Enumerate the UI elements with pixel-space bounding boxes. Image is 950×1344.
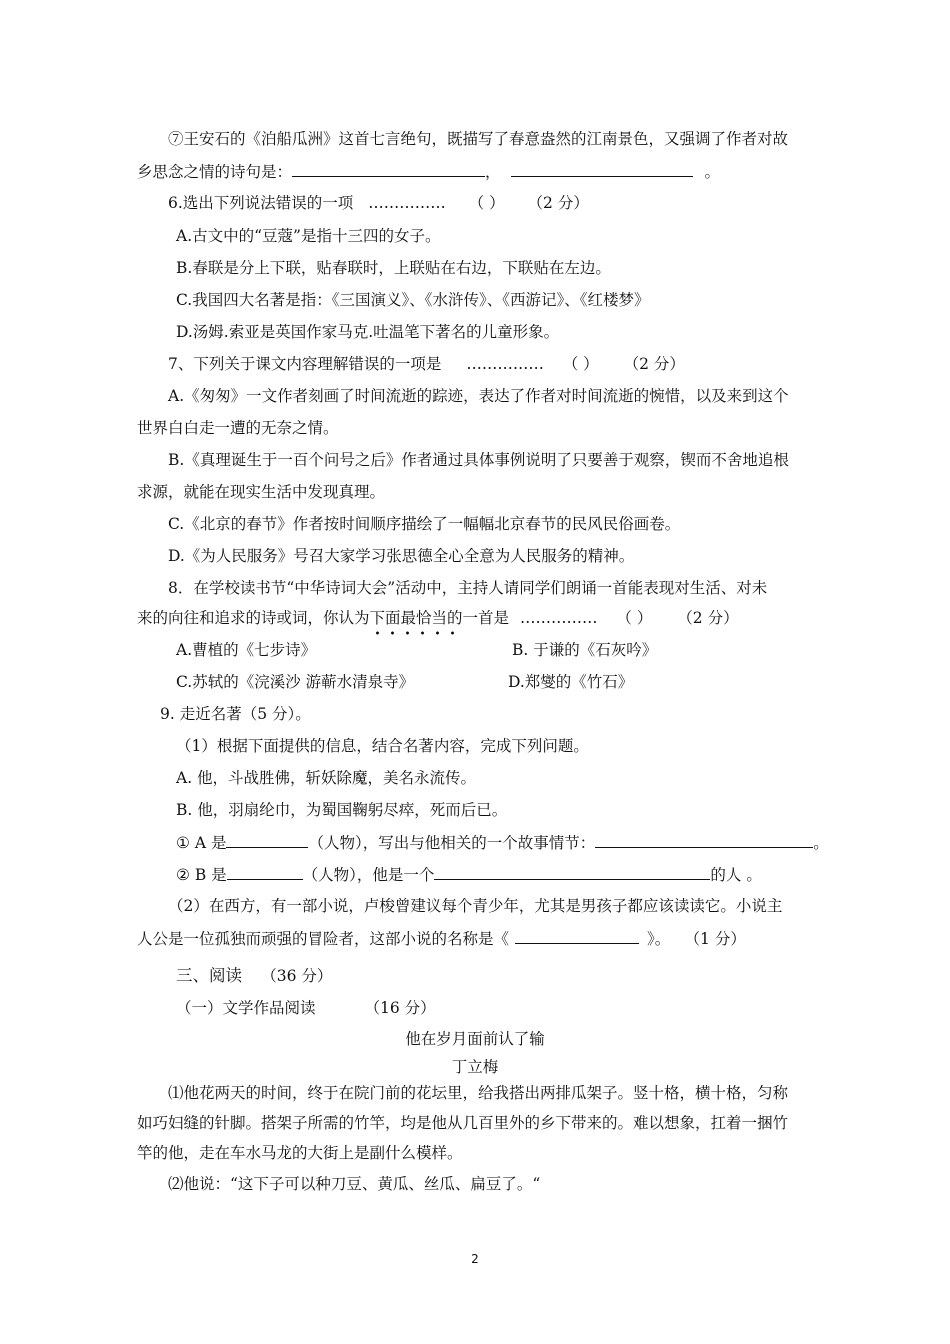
section-3-sub1: （一）文学作品阅读 <box>176 999 316 1017</box>
q8-line1: 8．在学校读书节“中华诗词大会”活动中，主持人请同学们朗诵一首能表现对生活、对未 <box>168 579 768 597</box>
q9-sub2-line2-a: 人公是一位孤独而顽强的冒险者，这部小说的名称是《 <box>137 930 510 948</box>
q5-7-comma: ， <box>485 163 501 181</box>
article-p2: ⑵他说：“这下子可以种刀豆、黄瓜、丝瓜、扁豆了。“ <box>168 1175 541 1193</box>
q7-option-c: C.《北京的春节》作者按时间顺序描绘了一幅幅北京春节的民风民俗画卷。 <box>168 515 681 533</box>
q6-paren[interactable]: （ ） <box>468 194 505 212</box>
q7-stem: 7、下列关于课文内容理解错误的一项是 <box>168 355 442 373</box>
q9-fill1 <box>176 832 829 853</box>
article-author: 丁立梅 <box>451 1058 499 1076</box>
section-3-heading <box>176 966 332 986</box>
article-p1-line2: 如巧妇缝的针脚。搭架子所需的竹竿，均是他从几百里外的乡下带来的。难以想象，扛着一捆竹 <box>137 1114 789 1132</box>
answer-blank-b-trait[interactable] <box>434 864 710 880</box>
q9-fill2-b: （人物），他是一个 <box>302 866 435 884</box>
answer-blank-a-story[interactable] <box>595 832 813 848</box>
q9-sub2-score: （1 分） <box>692 930 746 948</box>
article-p1-line3: 竿的他，走在车水马龙的大街上是副什么模样。 <box>137 1144 463 1162</box>
q6-dots: …………… <box>368 194 446 212</box>
q6-score: （2 分） <box>527 194 589 212</box>
answer-blank-b-person[interactable] <box>227 864 303 880</box>
q9-sub1: （1）根据下面提供的信息，结合名著内容，完成下列问题。 <box>176 737 589 755</box>
q9-fill1-end: 。 <box>813 834 829 852</box>
q6-stem: 6.选出下列说法错误的一项 <box>168 194 354 212</box>
q7-stem-line <box>168 354 685 374</box>
q9-sub2-line1: （2）在西方，有一部小说，卢梭曾建议每个青少年，尤其是男孩子都应该读读它。小说主 <box>168 897 783 915</box>
q9-info-b: B. 他，羽扇纶巾，为蜀国鞠躬尽瘁，死而后已。 <box>176 801 508 819</box>
q8-paren[interactable]: （ ） <box>616 609 653 627</box>
q7-score: （2 分） <box>623 355 685 373</box>
q7-option-b-line1: B.《真理诞生于一百个问号之后》作者通过具体事例说明了只要善于观察，锲而不舍地追根 <box>168 451 789 469</box>
page-number: 2 <box>471 1252 479 1266</box>
answer-blank-2[interactable] <box>511 161 693 177</box>
q8-score: （2 分） <box>677 609 739 627</box>
q6-stem-line <box>168 193 589 213</box>
q7-dots: …………… <box>466 355 544 373</box>
q7-option-a-line1: A.《匆匆》一文作者刻画了时间流逝的踪迹，表达了作者对时间流逝的惋惜，以及来到这个 <box>168 387 789 405</box>
article-p1-line1: ⑴他花两天的时间，终于在院门前的花坛里，给我搭出两排瓜架子。竖十格，横十格，匀称 <box>168 1084 789 1102</box>
q8-line2 <box>137 608 739 628</box>
q7-paren[interactable]: （ ） <box>562 355 599 373</box>
q8-emphasis-text: 下面最恰当的 <box>369 609 463 627</box>
article-title: 他在岁月面前认了输 <box>405 1030 545 1048</box>
q5-7-prefix: 乡思念之情的诗句是： <box>137 163 293 181</box>
section-3-score: （36 分） <box>261 967 333 985</box>
q6-option-b: B.春联是分上下联，贴春联时，上联贴在右边，下联贴在左边。 <box>176 259 611 277</box>
section-3-sub1-line <box>176 998 436 1018</box>
q7-option-a-line2: 世界白白走一遭的无奈之情。 <box>137 419 339 437</box>
q9-sub2-line2-b: 》。 <box>647 930 671 948</box>
q8-line2-a: 来的向往和追求的诗或词，你认为 <box>137 609 370 627</box>
answer-blank-1[interactable] <box>292 161 485 177</box>
q8-dots: …………… <box>519 609 598 627</box>
q7-option-b-line2: 求源，就能在现实生活中发现真理。 <box>137 483 386 501</box>
answer-blank-novel[interactable] <box>515 928 639 944</box>
section-3-sub1-score: （16 分） <box>364 999 436 1017</box>
q5-7-line1: ⑦王安石的《泊船瓜洲》这首七言绝句，既描写了春意盎然的江南景色，又强调了作者对故 <box>168 130 789 148</box>
q6-option-d: D.汤姆.索亚是英国作家马克.吐温笔下著名的儿童形象。 <box>176 323 560 341</box>
q9-stem: 9. 走近名著（5 分）。 <box>160 705 311 723</box>
q8-option-c: C.苏轼的《浣溪沙 游蕲水清泉寺》 <box>176 673 415 691</box>
q8-option-b: B. 于谦的《石灰吟》 <box>512 641 658 659</box>
q9-fill2-end: 的人 。 <box>710 866 762 884</box>
q9-fill1-b: （人物），写出与他相关的一个故事情节： <box>308 834 596 852</box>
q6-option-a: A.古文中的“豆蔻”是指十三四的女子。 <box>176 227 441 245</box>
q8-option-d: D.郑燮的《竹石》 <box>508 673 634 691</box>
q9-sub2-line2 <box>137 928 746 949</box>
q5-7-period: 。 <box>704 163 721 181</box>
q5-7-line2 <box>137 161 720 182</box>
q7-option-d: D.《为人民服务》号召大家学习张思德全心全意为人民服务的精神。 <box>168 547 635 565</box>
q9-fill1-a: ① A 是 <box>176 834 227 852</box>
q8-option-a: A.曹植的《七步诗》 <box>176 641 317 659</box>
answer-blank-a-person[interactable] <box>226 832 308 848</box>
q8-line2-b: 一首是 <box>462 609 510 627</box>
section-3-title: 三、阅读 <box>176 966 242 985</box>
q9-info-a: A. 他，斗战胜佛，斩妖除魔，美名永流传。 <box>176 769 477 787</box>
q9-fill2-a: ② B 是 <box>176 866 227 884</box>
q9-fill2 <box>176 864 762 885</box>
q6-option-c: C.我国四大名著是指：《三国演义》、《水浒传》、《西游记》、《红楼梦》 <box>176 291 650 309</box>
